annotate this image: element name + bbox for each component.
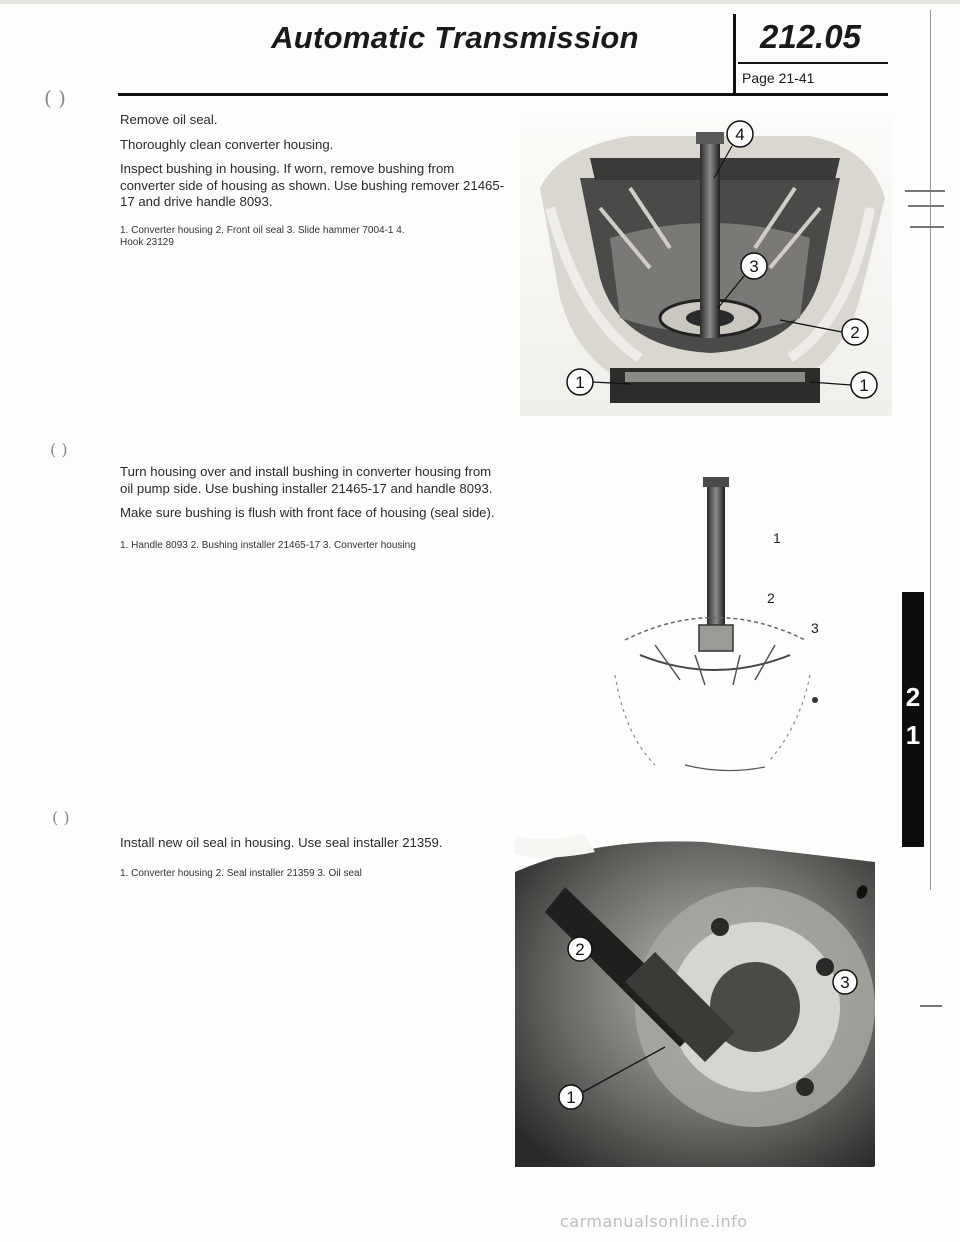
step-1-caption: 1. Converter housing 2. Front oil seal 3. Slide hammer 7004-1 4. Hook 23129 xyxy=(120,224,405,248)
step-3-text xyxy=(120,835,505,880)
step-2-para-2: Make sure bushing is flush with front face of housing (seal side). xyxy=(120,505,495,520)
callout-label: 3 xyxy=(749,257,759,276)
header-divider xyxy=(733,14,736,96)
scan-top-edge xyxy=(0,0,960,4)
scan-edge-tick xyxy=(908,205,944,207)
scan-edge-line xyxy=(930,10,931,890)
step-3-caption: 1. Converter housing 2. Seal installer 21359 3. Oil seal xyxy=(120,867,362,879)
callout-label: 2 xyxy=(575,940,585,959)
header-rule xyxy=(118,93,888,96)
page-title: Automatic Transmission xyxy=(271,20,639,55)
chapter-tab-digit-bottom: 1 xyxy=(905,720,921,750)
callout-label: 4 xyxy=(735,125,745,144)
step-2-text xyxy=(120,464,505,552)
chapter-tab-digit-top: 2 xyxy=(905,682,921,712)
callout-label: 3 xyxy=(840,973,850,992)
photo-bushing-installation xyxy=(585,475,870,795)
step-2-caption: 1. Handle 8093 2. Bushing installer 21465-17 3. Converter housing xyxy=(120,539,416,551)
punch-hole-mark: ( ) xyxy=(44,86,66,110)
punch-hole-mark: ( ) xyxy=(52,808,70,827)
section-number: 212.05 xyxy=(760,18,861,55)
page-number: Page 21-41 xyxy=(742,70,815,86)
watermark: carmanualsonline.info xyxy=(560,1212,748,1231)
callout-label: 1 xyxy=(859,376,869,395)
punch-hole-mark: ( ) xyxy=(50,440,68,459)
callout-label: 1 xyxy=(575,373,585,392)
photo-seal-installation xyxy=(505,832,875,1167)
scan-edge-tick xyxy=(910,226,944,228)
step-2-para-1: Turn housing over and install bushing in converter housing from oil pump side. Use bushing installer 21465-17 and handle 8093. xyxy=(120,464,493,496)
callout-label: 1 xyxy=(566,1088,576,1107)
step-1-text xyxy=(120,112,505,250)
callout-label: 2 xyxy=(850,323,860,342)
scan-edge-tick xyxy=(905,190,945,192)
step-3-para-1: Install new oil seal in housing. Use seal installer 21359. xyxy=(120,835,443,850)
scan-edge-tick xyxy=(920,1005,942,1007)
photo-converter-housing-bushing-removal xyxy=(520,118,892,416)
callout-label: 2 xyxy=(767,590,775,606)
callout-label: 3 xyxy=(811,620,819,636)
chapter-tab xyxy=(902,592,924,847)
callout-label: 1 xyxy=(773,530,781,546)
step-1-para-1: Remove oil seal. xyxy=(120,112,218,127)
section-underline xyxy=(738,62,888,64)
step-1-para-3: Inspect bushing in housing. If worn, remove bushing from converter side of housing as shown. Use bushing remover 21465-17 and drive handle 8093. xyxy=(120,161,505,209)
step-1-para-2: Thoroughly clean converter housing. xyxy=(120,136,334,152)
